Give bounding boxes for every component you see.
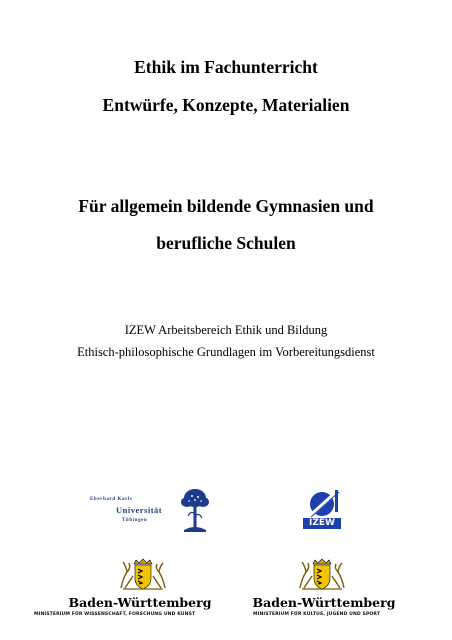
title-line-4: berufliche Schulen xyxy=(156,233,296,253)
bw-name-right: Baden-Württemberg xyxy=(252,595,396,610)
palm-tree-seal-icon xyxy=(179,488,211,534)
bw-name-left: Baden-Württemberg xyxy=(68,595,212,610)
university-name-line-1: Eberhard Karls xyxy=(90,497,133,502)
coat-of-arms-icon xyxy=(296,558,348,592)
title-line-1: Ethik im Fachunterricht xyxy=(134,57,318,77)
title-line-2: Entwürfe, Konzepte, Materialien xyxy=(102,95,350,115)
university-logo xyxy=(86,488,216,534)
subtitle-line-2: Ethisch-philosophische Grundlagen im Vorbereitungsdienst xyxy=(77,345,375,359)
izew-label: IZEW xyxy=(303,518,341,529)
ministry-right: MINISTERIUM FÜR KULTUS, JUGEND UND SPORT xyxy=(253,612,381,617)
izew-logo-icon xyxy=(307,488,341,518)
subtitle-line-1: IZEW Arbeitsbereich Ethik und Bildung xyxy=(124,323,328,337)
ministry-left: MINISTERIUM FÜR WISSENSCHAFT, FORSCHUNG UND KUNST xyxy=(34,612,196,617)
coat-of-arms-icon xyxy=(117,558,169,592)
izew-logo xyxy=(303,488,343,530)
title-line-3: Für allgemein bildende Gymnasien und xyxy=(78,196,374,216)
university-name-line-2: Universität xyxy=(116,505,163,515)
university-name-line-3: Tübingen xyxy=(122,518,148,523)
